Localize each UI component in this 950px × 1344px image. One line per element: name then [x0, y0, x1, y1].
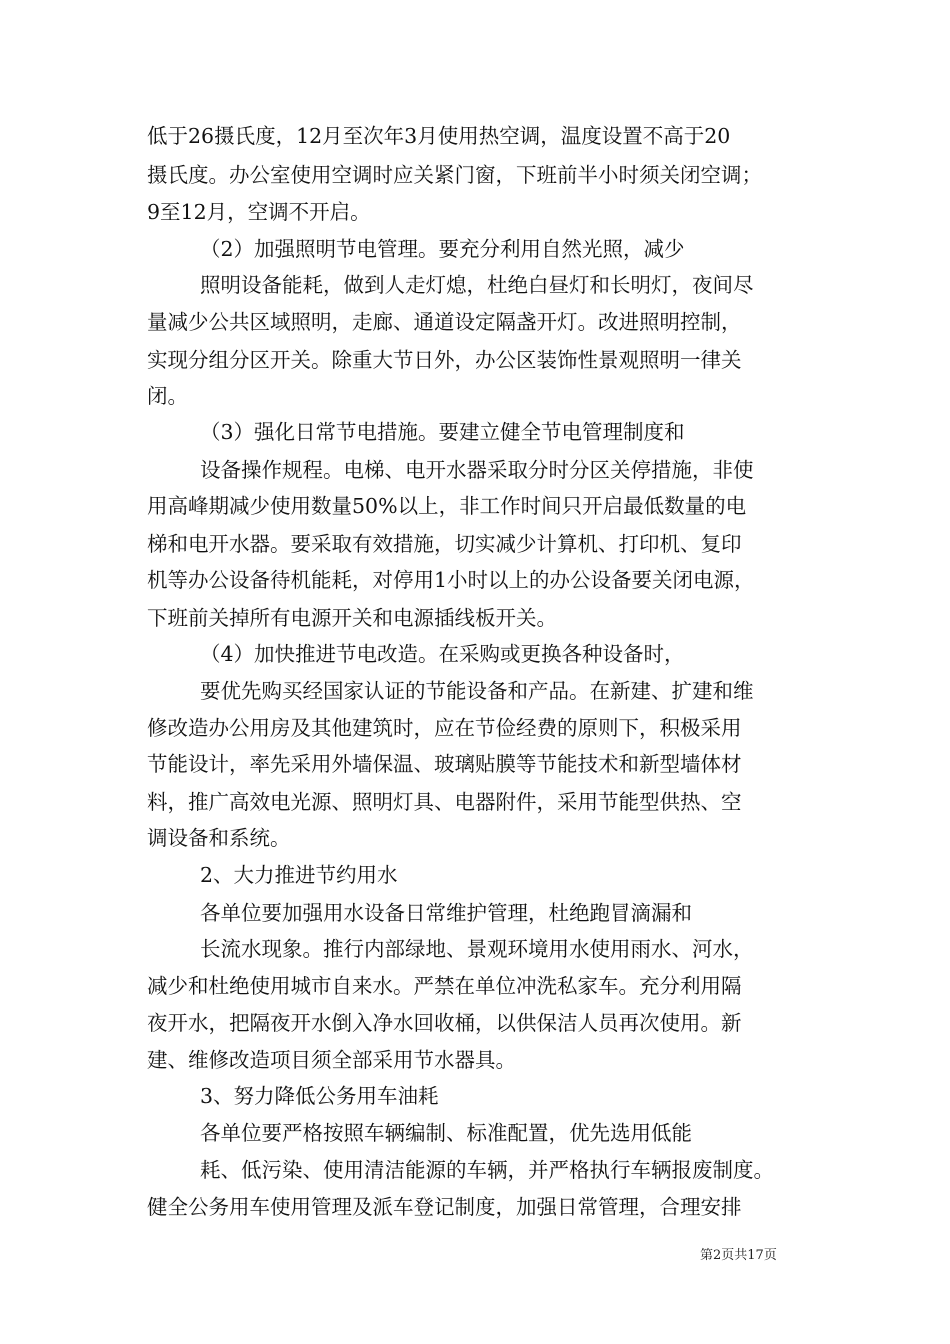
text-line: 机等办公设备待机能耗，对停用1小时以上的办公设备要关闭电源，	[147, 568, 755, 592]
section-heading: 3、努力降低公务用车油耗	[200, 1084, 439, 1108]
text-line: 闭。	[147, 384, 188, 408]
text-line: 摄氏度。办公室使用空调时应关紧门窗，下班前半小时须关闭空调；	[147, 163, 762, 187]
text-line: （3）强化日常节电措施。要建立健全节电管理制度和	[200, 420, 685, 444]
text-line: 低于26摄氏度，12月至次年3月使用热空调，温度设置不高于20	[147, 124, 731, 148]
text-line: 长流水现象。推行内部绿地、景观环境用水使用雨水、河水，	[200, 937, 754, 961]
text-line: 各单位要严格按照车辆编制、标准配置，优先选用低能	[200, 1121, 692, 1145]
text-line: 夜开水，把隔夜开水倒入净水回收桶，以供保洁人员再次使用。新	[147, 1011, 742, 1035]
text-line: 要优先购买经国家认证的节能设备和产品。在新建、扩建和维	[200, 679, 754, 703]
text-line: 各单位要加强用水设备日常维护管理，杜绝跑冒滴漏和	[200, 901, 692, 925]
text-line: 料，推广高效电光源、照明灯具、电器附件，采用节能型供热、空	[147, 790, 742, 814]
page-number: 第2页共17页	[700, 1248, 777, 1263]
text-line: （4）加快推进节电改造。在采购或更换各种设备时，	[200, 642, 685, 666]
section-heading: 2、大力推进节约用水	[200, 863, 398, 887]
text-line: 9至12月，空调不开启。	[147, 200, 371, 224]
text-line: 建、维修改造项目须全部采用节水器具。	[147, 1048, 516, 1072]
text-line: 调设备和系统。	[147, 826, 291, 850]
text-line: 设备操作规程。电梯、电开水器采取分时分区关停措施，非使	[200, 458, 754, 482]
text-line: 修改造办公用房及其他建筑时，应在节俭经费的原则下，积极采用	[147, 716, 742, 740]
text-line: 减少和杜绝使用城市自来水。严禁在单位冲洗私家车。充分利用隔	[147, 974, 742, 998]
text-line: 用高峰期减少使用数量50%以上，非工作时间只开启最低数量的电	[147, 494, 747, 518]
text-line: 耗、低污染、使用清洁能源的车辆，并严格执行车辆报废制度。	[200, 1158, 774, 1182]
text-line: 下班前关掉所有电源开关和电源插线板开关。	[147, 606, 557, 630]
text-line: 实现分组分区开关。除重大节日外，办公区装饰性景观照明一律关	[147, 348, 742, 372]
text-line: 量减少公共区域照明，走廊、通道设定隔盏开灯。改进照明控制，	[147, 310, 742, 334]
text-line: 梯和电开水器。要采取有效措施，切实减少计算机、打印机、复印	[147, 532, 742, 556]
text-line: （2）加强照明节电管理。要充分利用自然光照，减少	[200, 237, 685, 261]
text-line: 健全公务用车使用管理及派车登记制度，加强日常管理，合理安排	[147, 1195, 742, 1219]
text-line: 节能设计，率先采用外墙保温、玻璃贴膜等节能技术和新型墙体材	[147, 752, 742, 776]
text-line: 照明设备能耗，做到人走灯熄，杜绝白昼灯和长明灯，夜间尽	[200, 273, 754, 297]
